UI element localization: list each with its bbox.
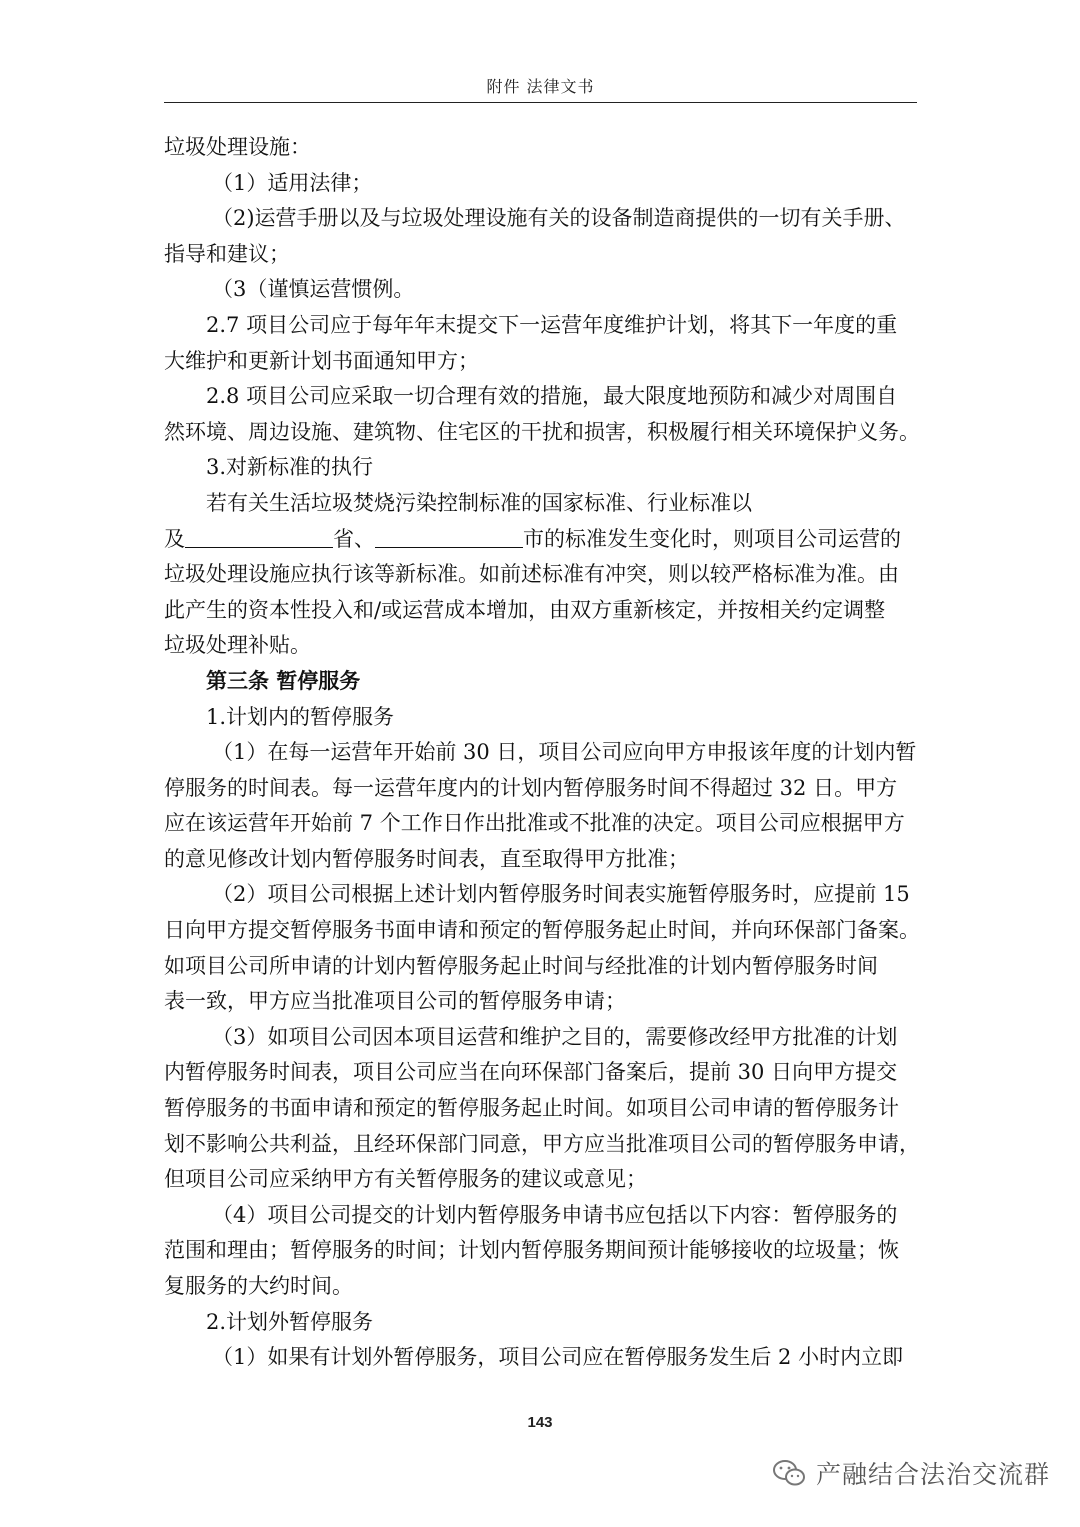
header-divider [164,102,917,103]
text-fragment: 省、 [333,526,375,551]
text-line: （1）如果有计划外暂停服务，项目公司应在暂停服务发生后 2 小时内立即 [212,1345,904,1370]
fill-in-blank [185,525,333,548]
watermark-text: 产融结合法治交流群 [815,1460,1050,1489]
section-heading: 1.计划内的暂停服务 [206,704,395,729]
section-heading: 2.计划外暂停服务 [206,1309,374,1334]
text-fragment: 及 [164,526,185,551]
page-header: 附件 法律文书 [486,77,595,96]
text-line: 应在该运营年开始前 7 个工作日作出批准或不批准的决定。项目公司应根据甲方 [164,811,905,836]
text-line: 内暂停服务时间表，项目公司应当在向环保部门备案后，提前 30 日向甲方提交 [164,1060,898,1085]
text-line: 然环境、周边设施、建筑物、住宅区的干扰和损害，积极履行相关环境保护义务。 [164,419,920,444]
text-line: 复服务的大约时间。 [164,1274,353,1298]
text-line: 2.7 项目公司应于每年年末提交下一运营年度维护计划，将其下一年度的重 [206,312,898,337]
text-line: 划不影响公共利益，且经环保部门同意，甲方应当批准项目公司的暂停服务申请， [164,1131,920,1156]
text-line: （4）项目公司提交的计划内暂停服务申请书应包括以下内容：暂停服务的 [212,1202,898,1227]
text-line: 如项目公司所申请的计划内暂停服务起止时间与经批准的计划内暂停服务时间 [164,953,878,978]
wechat-icon [772,1458,806,1488]
text-line: （1）在每一运营年开始前 30 日，项目公司应向甲方申报该年度的计划内暂 [212,740,917,765]
text-line: （3（谨慎运营惯例。 [212,277,415,302]
article-heading: 第三条 暂停服务 [206,668,361,693]
text-line: 日向甲方提交暂停服务书面申请和预定的暂停服务起止时间，并向环保部门备案。 [164,918,920,943]
text-line-with-blanks [164,522,917,558]
text-line: 但项目公司应采纳甲方有关暂停服务的建议或意见； [164,1167,647,1192]
text-line: 大维护和更新计划书面通知甲方； [164,348,479,373]
text-line: 2.8 项目公司应采取一切合理有效的措施，最大限度地预防和减少对周围自 [206,384,898,409]
text-line: 的意见修改计划内暂停服务时间表，直至取得甲方批准； [164,846,689,871]
text-line: （1）适用法律； [212,170,373,195]
text-line: 停服务的时间表。每一运营年度内的计划内暂停服务时间不得超过 32 日。甲方 [164,775,898,800]
text-line: 表一致，甲方应当批准项目公司的暂停服务申请； [164,989,626,1014]
text-line: 垃圾处理设施： [164,135,311,159]
text-line: 范围和理由；暂停服务的时间；计划内暂停服务期间预计能够接收的垃圾量；恢 [164,1238,899,1263]
text-line: 若有关生活垃圾焚烧污染控制标准的国家标准、行业标准以 [206,490,752,515]
text-line: 此产生的资本性投入和/或运营成本增加，由双方重新核定，并按相关约定调整 [164,597,886,622]
page-number: 143 [527,1414,553,1431]
watermark [772,1455,1050,1491]
fill-in-blank [375,525,523,548]
text-line: （2)运营手册以及与垃圾处理设施有关的设备制造商提供的一切有关手册、 [212,206,906,231]
text-line: （3）如项目公司因本项目运营和维护之目的，需要修改经甲方批准的计划 [212,1024,898,1049]
text-line: （2）项目公司根据上述计划内暂停服务时间表实施暂停服务时，应提前 15 [212,882,910,907]
text-line: 垃圾处理补贴。 [164,633,311,658]
document-body [164,130,920,1376]
text-fragment: 市的标准发生变化时，则项目公司运营的 [523,526,901,551]
text-line: 暂停服务的书面申请和预定的暂停服务起止时间。如项目公司申请的暂停服务计 [164,1096,899,1121]
text-line: 指导和建议； [164,241,290,266]
section-heading: 3.对新标准的执行 [206,455,374,480]
text-line: 垃圾处理设施应执行该等新标准。如前述标准有冲突，则以较严格标准为准。由 [164,562,899,587]
